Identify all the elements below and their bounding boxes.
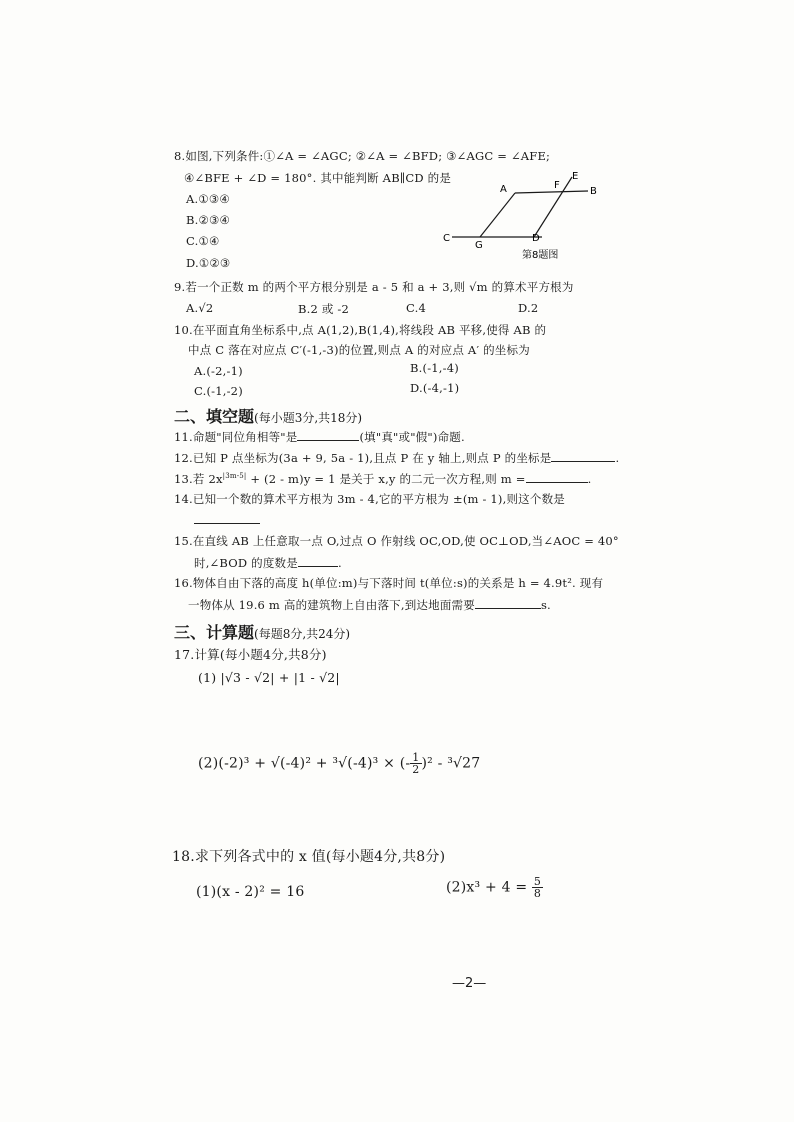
q9-option-a: A.√2 xyxy=(186,301,214,315)
section-2-heading xyxy=(174,404,362,427)
q12-post: . xyxy=(615,451,620,465)
q16-line2 xyxy=(188,596,551,613)
fig-label-f: F xyxy=(554,180,560,191)
q16-unit: s. xyxy=(540,598,551,612)
q10-option-a: A.(-2,-1) xyxy=(194,364,243,378)
q16-answer-blank[interactable] xyxy=(475,596,541,609)
q17-stem: 17.计算(每小题4分,共8分) xyxy=(174,647,327,662)
q8-figure-diagram xyxy=(440,170,610,262)
q9-stem: 9.若一个正数 m 的两个平方根分别是 a - 5 和 a + 3,则 √m 的算术平方根为 xyxy=(174,280,574,294)
q13 xyxy=(174,470,591,487)
q18-fraction xyxy=(532,876,543,899)
q16-stem: 16.物体自由下落的高度 h(单位:m)与下落时间 t(单位:s)的关系是 h = 4.9t². 现有 xyxy=(174,576,604,590)
q9-option-c: C.4 xyxy=(406,301,426,315)
q18-part-1: (1)(x - 2)² = 16 xyxy=(196,884,305,900)
q10-stem-2: 中点 C 落在对应点 C′(-1,-3)的位置,则点 A 的对应点 A′ 的坐标为 xyxy=(188,343,530,357)
q8-option-a: A.①③④ xyxy=(186,192,230,206)
fig-label-e: E xyxy=(572,171,579,182)
q8-stem-2: ④∠BFE + ∠D = 180°. 其中能判断 AB∥CD 的是 xyxy=(184,171,452,185)
q9-option-b: B.2 或 -2 xyxy=(298,302,350,316)
fig-label-b: B xyxy=(590,186,597,197)
q17-part-2-a: (2)(-2)³ + √(-4)² + ³√(-4)³ × (- xyxy=(198,755,411,772)
q17-fraction-den: 2 xyxy=(412,763,420,776)
q14-answer-blank-wrap xyxy=(194,511,260,527)
q13-exponent: |3m-5| xyxy=(222,472,247,481)
q17-fraction xyxy=(410,752,421,775)
q11 xyxy=(174,428,465,445)
q15-post: . xyxy=(337,556,342,570)
q10-option-d: D.(-4,-1) xyxy=(410,381,460,395)
q18-stem: 18.求下列各式中的 x 值(每小题4分,共8分) xyxy=(172,849,446,865)
q15-stem-2: 时,∠BOD 的度数是 xyxy=(194,556,298,570)
section-2-note: (每小题3分,共18分) xyxy=(254,411,363,425)
q12-answer-blank[interactable] xyxy=(551,449,615,462)
q13-answer-blank[interactable] xyxy=(526,470,588,483)
q8-option-b: B.②③④ xyxy=(186,213,231,227)
q10-option-b: B.(-1,-4) xyxy=(410,361,459,375)
section-3-title: 三、计算题 xyxy=(174,623,255,642)
q18-part-2-a: (2)x³ + 4 = xyxy=(446,879,528,896)
q8-figure xyxy=(440,170,610,265)
q13-mid: + (2 - m)y = 1 是关于 x,y 的二元一次方程,则 m = xyxy=(246,472,526,486)
q12-pre: 12.已知 P 点坐标为(3a + 9, 5a - 1),且点 P 在 y 轴上,则点 P 的坐标是 xyxy=(174,451,552,465)
q10-option-c: C.(-1,-2) xyxy=(194,384,243,398)
fig-label-d: D xyxy=(532,233,540,244)
fig-label-a: A xyxy=(500,184,507,195)
q11-pre: 11.命题"同位角相等"是 xyxy=(174,430,298,444)
q11-post: (填"真"或"假")命题. xyxy=(359,430,465,444)
page-number: —2— xyxy=(452,976,487,991)
q8-option-c: C.①④ xyxy=(186,234,220,248)
q17-part-1: (1) |√3 - √2| + |1 - √2| xyxy=(198,670,340,685)
q10-stem: 10.在平面直角坐标系中,点 A(1,2),B(1,4),将线段 AB 平移,使得 AB 的 xyxy=(174,323,547,337)
q15-line2 xyxy=(194,554,342,571)
fig-label-g: G xyxy=(475,240,483,251)
q17-fraction-num: 1 xyxy=(412,751,420,764)
section-2-title: 二、填空题 xyxy=(174,407,255,426)
q18-fraction-den: 8 xyxy=(533,887,542,900)
q17-part-2-b: )² - ³√27 xyxy=(421,755,481,772)
q14-stem: 14.已知一个数的算术平方根为 3m - 4,它的平方根为 ±(m - 1),则这个数是 xyxy=(174,492,565,506)
section-3-heading xyxy=(174,620,350,643)
q15-stem: 15.在直线 AB 上任意取一点 O,过点 O 作射线 OC,OD,使 OC⊥OD,当∠AOC = 40° xyxy=(174,534,619,548)
q15-answer-blank[interactable] xyxy=(298,554,338,567)
q16-stem-2: 一物体从 19.6 m 高的建筑物上自由落下,到达地面需要 xyxy=(188,598,475,612)
section-3-note: (每题8分,共24分) xyxy=(254,627,351,641)
q14-answer-blank[interactable] xyxy=(194,511,260,524)
q8-option-d: D.①②③ xyxy=(186,256,231,270)
q18-fraction-num: 5 xyxy=(533,875,542,888)
q18-part-2 xyxy=(446,876,543,899)
q9-option-d: D.2 xyxy=(518,301,539,315)
q13-post: . xyxy=(587,472,592,486)
fig-label-c: C xyxy=(443,233,450,244)
q11-answer-blank[interactable] xyxy=(297,428,359,441)
fig-caption: 第8题图 xyxy=(522,250,559,261)
q8-stem: 8.如图,下列条件:①∠A = ∠AGC; ②∠A = ∠BFD; ③∠AGC = ∠AFE; xyxy=(174,149,551,163)
q13-pre: 13.若 2x xyxy=(174,472,223,486)
q17-part-2 xyxy=(198,752,480,775)
q12 xyxy=(174,449,619,466)
